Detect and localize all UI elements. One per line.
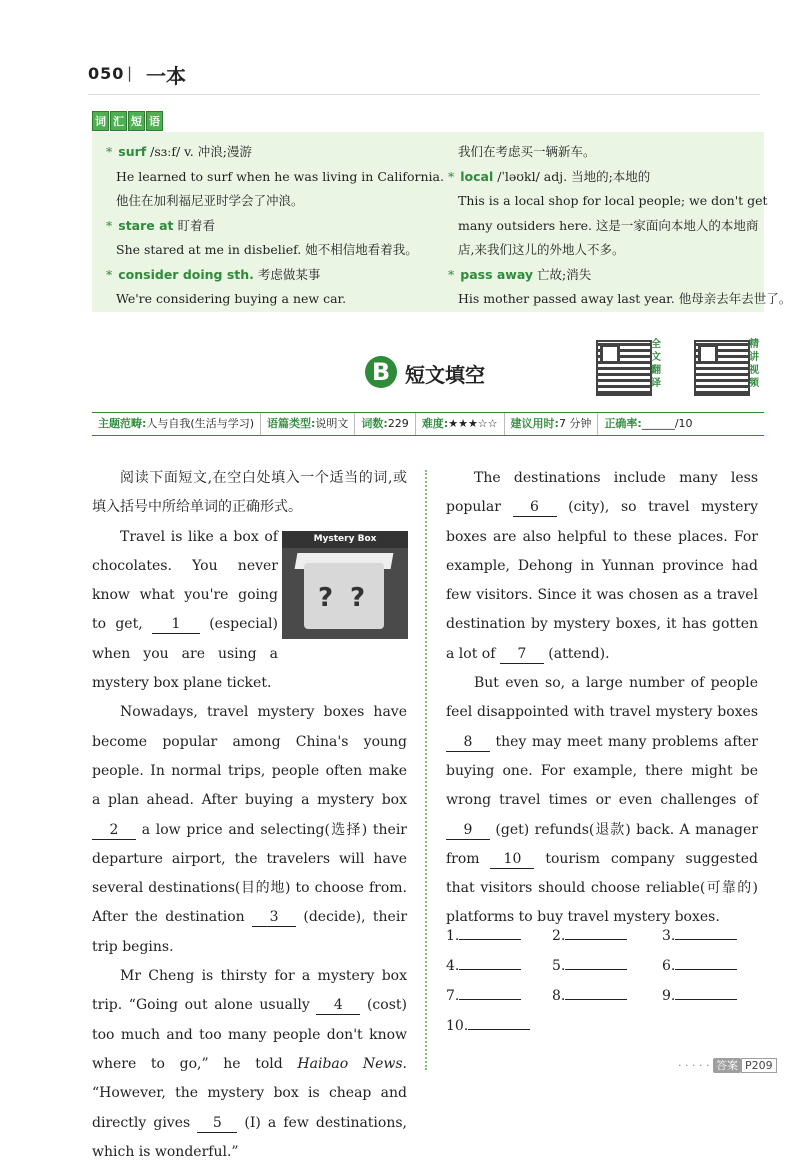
vocab-example: We're considering buying a new car. — [116, 291, 347, 306]
qr-label-video: 精 讲 视 频 — [749, 339, 759, 389]
answer-key-page: P209 — [741, 1058, 777, 1073]
qr-code-video[interactable] — [694, 340, 750, 396]
info-accuracy: 正确率:______/10 — [604, 417, 693, 430]
info-words: 词数:229 — [355, 413, 415, 435]
column-divider — [425, 470, 427, 1070]
section-letter-icon: B — [365, 356, 397, 388]
leader-dots: · · · · · — [678, 1059, 710, 1072]
answer-slot-6[interactable]: 6. — [662, 955, 737, 974]
vocab-example: He learned to surf when he was living in California. — [116, 168, 444, 184]
info-difficulty: 难度:★★★☆☆ — [416, 413, 505, 435]
bullet-icon: * — [106, 217, 113, 233]
answer-slot-4[interactable]: 4. — [446, 955, 521, 974]
blank-8[interactable]: 8 — [446, 733, 490, 752]
page-number: 050 — [88, 64, 125, 83]
vocab-example: This is a local shop for local people; we don't get — [458, 193, 768, 208]
paragraph-2: Nowadays, travel mystery boxes have become popular among China's young people. In normal trips, people often make a plan ahead. After buying a mystery box 2 a low price and selecting(选择) their departure airport, the travelers will have several destinations(目的地) to choose from. After the destination 3 (decide), their trip begins. — [92, 704, 408, 955]
bullet-icon: * — [448, 168, 455, 184]
answer-key-reference[interactable] — [678, 1057, 777, 1073]
vocab-term: stare at — [118, 217, 174, 233]
vocab-definition: /sɜːf/ v. 冲浪;漫游 — [146, 144, 252, 159]
info-type: 语篇类型:说明文 — [261, 413, 355, 435]
vocab-definition: 亡故;消失 — [533, 266, 592, 282]
qr-label-translation: 全 文 翻 译 — [651, 339, 661, 389]
vocab-term: local — [460, 168, 494, 184]
answer-slot-9[interactable]: 9. — [662, 985, 737, 1004]
blank-3[interactable]: 3 — [252, 908, 296, 927]
blank-5[interactable]: 5 — [197, 1114, 237, 1133]
instruction: 阅读下面短文,在空白处填入一个适当的词,或填入括号中所给单词的正确形式。 — [92, 470, 407, 516]
section-title: 短文填空 — [405, 363, 485, 387]
answer-slot-8[interactable]: 8. — [552, 985, 627, 1004]
paragraph-3: Mr Cheng is thirsty for a mystery box trip. “Going out alone usually 4 (cost) too much and too many people don't know where to go,” he told Haibao News. “However, the mystery box is cheap and directly gives 5 (I) a few destinations, which is wonderful.” — [92, 968, 407, 1160]
answer-key-tag: 答案 — [713, 1058, 741, 1073]
vocab-term: surf — [118, 144, 147, 159]
vocab-translation: 他住在加利福尼亚时学会了冲浪。 — [116, 193, 304, 208]
vocab-entry — [448, 263, 760, 288]
blank-9[interactable]: 9 — [446, 821, 490, 840]
info-time: 建议用时:7 分钟 — [505, 413, 599, 435]
answer-slot-5[interactable]: 5. — [552, 955, 627, 974]
vocab-tag-char: 汇 — [110, 111, 127, 131]
vocab-definition: /ˈləʊkl/ adj. 当地的;本地的 — [493, 168, 651, 184]
header-separator: | — [127, 64, 133, 82]
vocab-term: pass away — [460, 266, 534, 282]
paragraph-4: The destinations include many less popular 6 (city), so travel mystery boxes are also helpful to these places. For example, Dehong in Yunnan province had few visitors. Since it was chosen as a travel destination by mystery boxes, it has gotten a lot of 7 (attend). — [446, 470, 758, 662]
paragraph-1: Travel is like a box of chocolates. You never know what you're going to get, 1 (especial) when you are using a mystery box plane ticket. — [92, 528, 278, 692]
vocab-right-column — [448, 140, 792, 312]
blank-7[interactable]: 7 — [500, 645, 544, 664]
header-rule — [88, 94, 760, 95]
blank-4[interactable]: 4 — [316, 996, 360, 1015]
vocab-tag — [92, 111, 163, 131]
vocab-tag-char: 词 — [92, 111, 109, 131]
passage-right-column — [446, 464, 758, 933]
vocab-entry — [448, 165, 760, 190]
answer-slot-7[interactable]: 7. — [446, 985, 521, 1004]
bullet-icon: * — [106, 144, 113, 159]
vocab-definition: 盯着看 — [173, 217, 215, 233]
answer-slot-2[interactable]: 2. — [552, 925, 627, 944]
vocab-left-column — [106, 140, 444, 312]
answer-slot-10[interactable]: 10. — [446, 1015, 530, 1034]
image-caption: Mystery Box — [282, 531, 408, 548]
vocab-entry — [106, 263, 418, 288]
vocab-example: She stared at me in disbelief. 她不相信地看着我。 — [116, 242, 418, 257]
book-title: 一本 — [146, 64, 186, 88]
bullet-icon: * — [448, 266, 455, 282]
vocab-box — [92, 132, 792, 312]
vocab-term: consider doing sth. — [118, 266, 254, 282]
blank-1[interactable]: 1 — [152, 615, 200, 634]
newspaper-name: Haibao News — [297, 1055, 403, 1072]
vocab-example: many outsiders here. 这是一家面向本地人的本地商 — [458, 217, 759, 233]
vocab-definition: 考虑做某事 — [253, 266, 321, 282]
blank-10[interactable]: 10 — [490, 850, 534, 869]
answer-slot-3[interactable]: 3. — [662, 925, 737, 944]
bullet-icon: * — [106, 266, 113, 282]
vocab-entry — [106, 140, 418, 165]
question-mark: ? — [318, 583, 334, 613]
vocab-example: His mother passed away last year. 他母亲去年去世了。 — [458, 291, 792, 306]
vocab-tag-char: 短 — [128, 111, 145, 131]
blank-2[interactable]: 2 — [92, 821, 136, 840]
info-theme: 主题范畴:人与自我(生活与学习) — [92, 413, 261, 435]
vocab-tag-char: 语 — [146, 111, 163, 131]
passage-left-column — [92, 464, 407, 1167]
answer-slot-1[interactable]: 1. — [446, 925, 521, 944]
vocab-translation: 我们在考虑买一辆新车。 — [458, 144, 596, 159]
paragraph-5: But even so, a large number of people feel disappointed with travel mystery boxes 8 they may meet many problems after buying one. For example, there might be wrong travel times or even challenges of 9 (get) refunds(退款) back. A manager from 10 tourism company suggested that visitors should choose reliable(可靠的) platforms to buy travel mystery boxes. — [446, 675, 758, 926]
qr-code-translation[interactable] — [596, 340, 652, 396]
question-mark: ? — [350, 583, 366, 613]
exercise-info-bar — [92, 412, 764, 436]
vocab-entry — [106, 214, 418, 239]
blank-6[interactable]: 6 — [513, 498, 557, 517]
vocab-translation: 店,来我们这儿的外地人不多。 — [458, 242, 625, 257]
